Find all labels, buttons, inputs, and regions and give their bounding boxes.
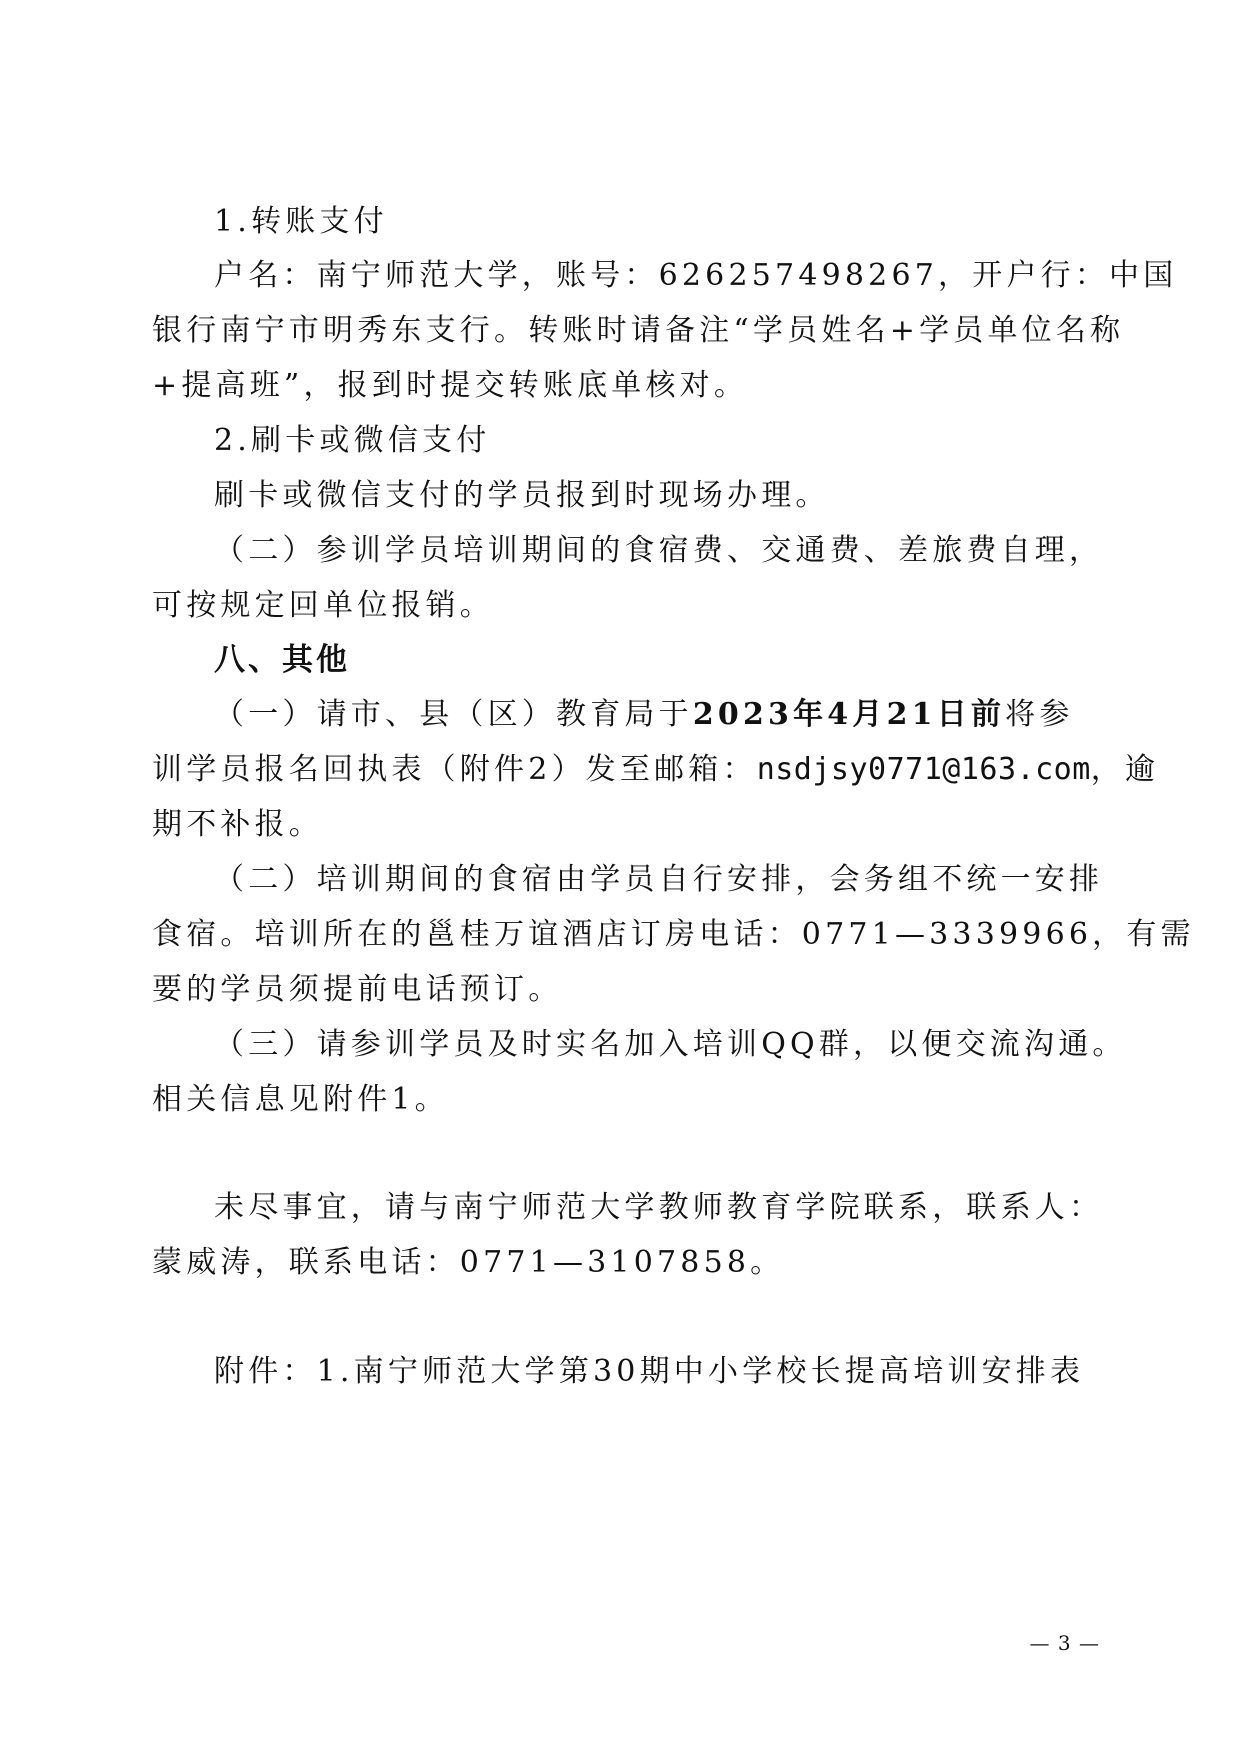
payment-method-1-title: 1.转账支付 xyxy=(214,204,388,239)
bank-account-line-2: 银行南宁市明秀东支行。转账时请备注“学员姓名+学员单位名称 xyxy=(152,313,1125,348)
registration-deadline-line-3: 期不补报。 xyxy=(152,807,323,842)
registration-deadline-date: 2023年4月21日前 xyxy=(692,697,1006,732)
accommodation-line-1: （二）培训期间的食宿由学员自行安排，会务组不统一安排 xyxy=(214,862,1104,897)
attachment-line: 附件：1.南宁师范大学第30期中小学校长提高培训安排表 xyxy=(214,1354,1085,1389)
registration-deadline-line-1 xyxy=(214,695,1074,735)
expense-paragraph-line-1: （二）参训学员培训期间的食宿费、交通费、差旅费自理， xyxy=(214,533,1104,568)
bank-account-line-1: 户名：南宁师范大学，账号：626257498267，开户行：中国 xyxy=(214,258,1178,293)
page-number: — 3 — xyxy=(1029,1631,1100,1655)
payment-method-2-title: 2.刷卡或微信支付 xyxy=(214,423,491,458)
registration-deadline-line-2 xyxy=(152,750,1159,790)
card-wechat-payment-text: 刷卡或微信支付的学员报到时现场办理。 xyxy=(214,478,830,513)
expense-paragraph-line-2: 可按规定回单位报销。 xyxy=(152,588,494,623)
accommodation-line-2: 食宿。培训所在的邕桂万谊酒店订房电话：0771—3339966，有需 xyxy=(152,917,1195,952)
registration-prefix: （一）请市、县（区）教育局于 xyxy=(214,697,693,732)
contact-line-1: 未尽事宜，请与南宁师范大学教师教育学院联系，联系人： xyxy=(214,1190,1104,1225)
registration-suffix: 将参 xyxy=(1005,697,1074,732)
registration-line2-suffix: ，逾 xyxy=(1090,752,1160,787)
contact-line-2: 蒙威涛，联系电话：0771—3107858。 xyxy=(152,1245,785,1280)
qq-group-line-2: 相关信息见附件1。 xyxy=(152,1082,449,1117)
registration-email: nsdjsy0771@163.com xyxy=(756,752,1091,787)
qq-group-line-1: （三）请参训学员及时实名加入培训QQ群，以便交流沟通。 xyxy=(214,1027,1127,1062)
accommodation-line-3: 要的学员须提前电话预订。 xyxy=(152,972,563,1007)
section-eight-heading: 八、其他 xyxy=(214,642,350,678)
registration-form-text: 训学员报名回执表（附件2）发至邮箱： xyxy=(152,752,757,787)
bank-account-line-3: +提高班”，报到时提交转账底单核对。 xyxy=(152,368,749,403)
